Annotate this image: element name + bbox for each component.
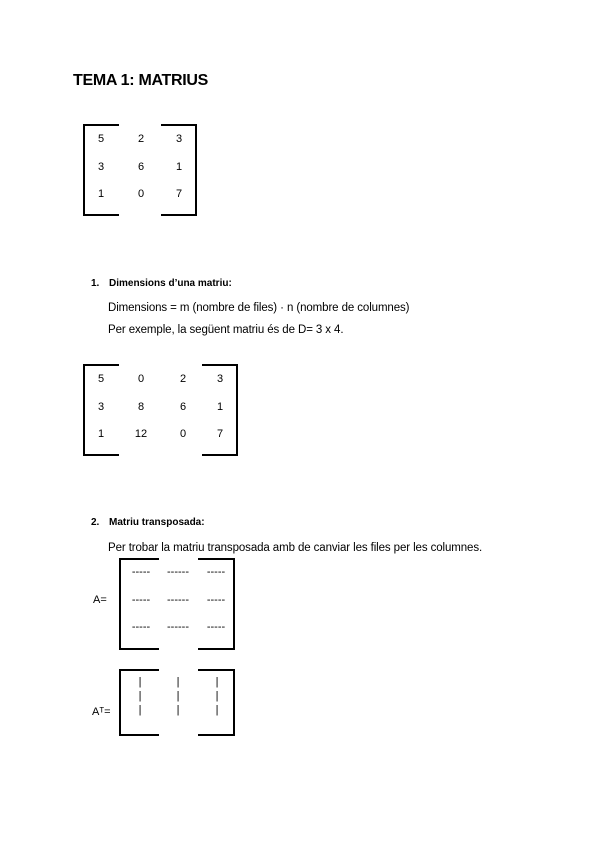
section-1-line-1: Dimensions = m (nombre de files) · n (nombre de columnes) (108, 302, 410, 314)
matrix-cell: 3 (175, 133, 183, 145)
matrix-cell: 1 (216, 401, 224, 413)
matrix-cell: 6 (137, 161, 145, 173)
section-1-line-2: Per exemple, la següent matriu és de D= 3 x 4. (108, 324, 344, 336)
matrix-cell: | (138, 704, 142, 716)
matrix-cell: | (138, 676, 142, 688)
matrix-cell: ------ (167, 594, 189, 606)
matrix-cell: 0 (179, 428, 187, 440)
matrix-cell: 5 (97, 373, 105, 385)
matrix-cell: 5 (97, 133, 105, 145)
section-number: 1. (91, 278, 100, 289)
matrix-cell: | (176, 690, 180, 702)
matrix-cell: 3 (97, 161, 105, 173)
matrix-cell: | (215, 676, 219, 688)
matrix-at-label: Aᵀ= (92, 706, 111, 718)
matrix-cell: ----- (206, 594, 226, 606)
matrix-cell: | (138, 690, 142, 702)
matrix-cell: | (176, 676, 180, 688)
section-2-line-1: Per trobar la matriu transposada amb de canviar les files per les columnes. (108, 542, 483, 554)
matrix-cell: 3 (216, 373, 224, 385)
matrix-cell: ------ (167, 566, 189, 578)
section-title: Matriu transposada: (109, 517, 205, 528)
matrix-cell: 3 (97, 401, 105, 413)
matrix-cell: ----- (206, 566, 226, 578)
matrix-cell: 1 (97, 428, 105, 440)
matrix-cell: ------ (167, 621, 189, 633)
matrix-cell: 2 (179, 373, 187, 385)
matrix-cell: | (215, 690, 219, 702)
matrix-cell: | (176, 704, 180, 716)
matrix-cell: 7 (216, 428, 224, 440)
matrix-cell: 12 (134, 428, 148, 440)
matrix-cell: | (215, 704, 219, 716)
matrix-a-label: A= (93, 594, 107, 606)
matrix-cell: 0 (137, 188, 145, 200)
matrix-cell: 2 (137, 133, 145, 145)
page-title: TEMA 1: MATRIUS (73, 72, 209, 89)
matrix-cell: 1 (175, 161, 183, 173)
section-title: Dimensions d’una matriu: (109, 278, 232, 289)
matrix-cell: 8 (137, 401, 145, 413)
section-number: 2. (91, 517, 100, 528)
section-1-heading (91, 278, 232, 289)
matrix-cell: 1 (97, 188, 105, 200)
matrix-cell: ----- (131, 594, 151, 606)
matrix-cell: 0 (137, 373, 145, 385)
matrix-cell: 6 (179, 401, 187, 413)
matrix-cell: ----- (206, 621, 226, 633)
matrix-cell: ----- (131, 566, 151, 578)
matrix-cell: 7 (175, 188, 183, 200)
section-2-heading (91, 517, 205, 528)
matrix-cell: ----- (131, 621, 151, 633)
